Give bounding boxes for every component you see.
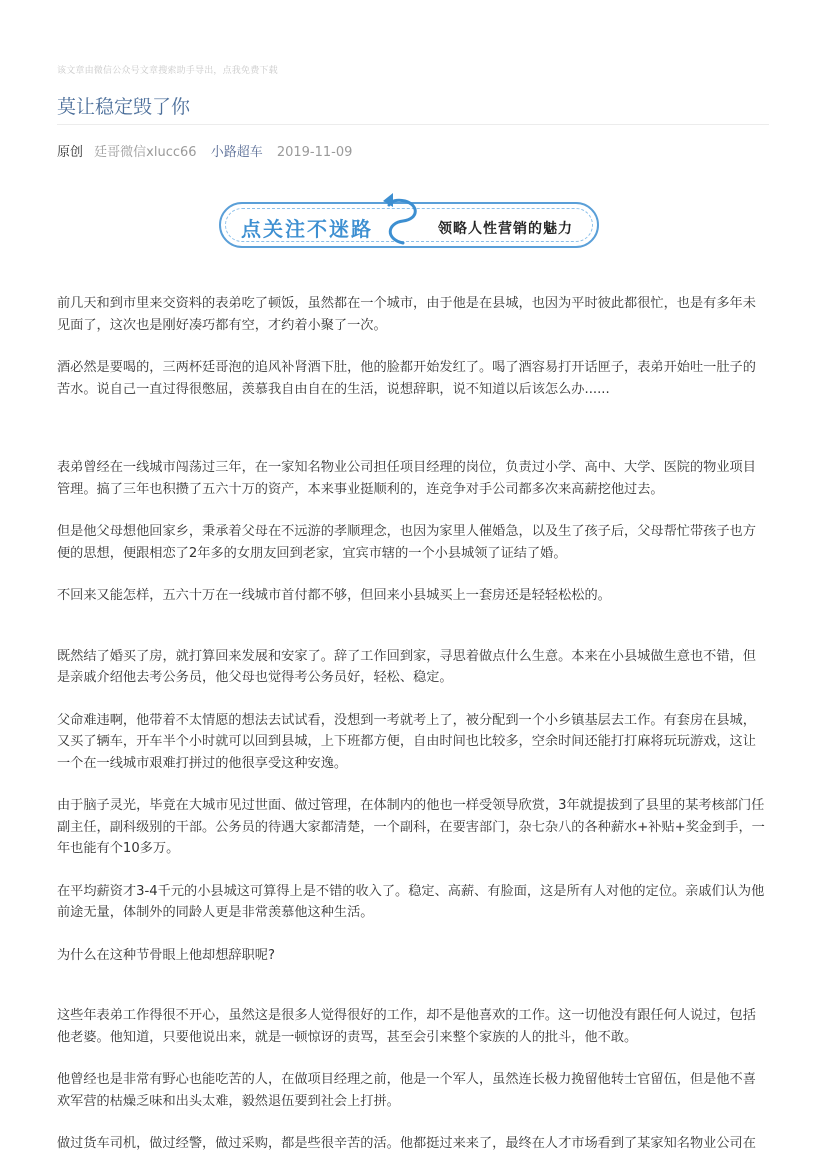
swirl-arrow-icon — [379, 187, 429, 251]
account-link[interactable]: 小路超车 — [210, 145, 263, 160]
paragraph: 前几天和到市里来交资料的表弟吃了顿饭，虽然都在一个城市，由于他是在县城，也因为平时彼此都很忙，也是有多年未见面了，这次也是刚好凑巧都有空，才约着小聚了一次。 — [57, 296, 756, 333]
article-meta — [57, 141, 352, 160]
follow-banner — [219, 187, 601, 251]
paragraph: 酒必然是要喝的，三两杯廷哥泡的追风补肾酒下肚，他的脸都开始发红了。喝了酒容易打开话匣子，表弟开始吐一肚子的苦水。说自己一直过得很憋屈，羡慕我自由自在的生活，说想辞职，说不知道以后该怎么办...... — [57, 360, 756, 397]
banner-left-text: 点关注不迷路 — [241, 217, 373, 241]
original-label: 原创 — [57, 145, 84, 160]
author-name: 廷哥微信xlucc66 — [94, 145, 197, 160]
banner-right-text: 领略人性营销的魅力 — [438, 221, 573, 237]
paragraph: 父命难违啊，他带着不太情愿的想法去试试看，没想到一考就考上了，被分配到一个小乡镇基层去工作。有套房在县城，又买了辆车，开车半个小时就可以回到县城，上下班都方便，自由时间也比较多，空余时间还能打打麻将玩玩游戏，这让一个在一线城市艰难打拼过的他很享受这种安逸。 — [57, 712, 756, 771]
paragraph: 既然结了婚买了房，就打算回来发展和安家了。辞了工作回到家，寻思着做点什么生意。本来在小县城做生意也不错，但是亲戚介绍他去考公务员，他父母也觉得考公务员好，轻松、稳定。 — [57, 648, 756, 685]
paragraph: 这些年表弟工作得很不开心，虽然这是很多人觉得很好的工作，却不是他喜欢的工作。这一切他没有跟任何人说过，包括他老婆。他知道，只要他说出来，就是一顿惊讶的责骂，甚至会引来整个家族的人的批斗，他不敢。 — [57, 1008, 756, 1045]
paragraph: 在平均薪资才3-4千元的小县城这可算得上是不错的收入了。稳定、高薪、有脸面，这是所有人对他的定位。亲戚们认为他前途无量，体制外的同龄人更是非常羡慕他这种生活。 — [57, 883, 765, 920]
article-body — [57, 293, 769, 1155]
paragraph: 不回来又能怎样，五六十万在一线城市首付都不够，但回来小县城买上一套房还是轻轻松松的。 — [57, 588, 611, 603]
export-notice-link[interactable]: 该文章由微信公众号文章搜索助手导出，点我免费下载 — [57, 66, 278, 76]
paragraph: 由于脑子灵光，毕竟在大城市见过世面、做过管理，在体制内的他也一样受领导欣赏，3年就提拔到了县里的某考核部门任副主任，副科级别的干部。公务员的待遇大家都清楚，一个副科，在要害部门，杂七杂八的各种薪水+补贴+奖金到手，一年也能有个10多万。 — [57, 798, 765, 856]
paragraph: 表弟曾经在一线城市闯荡过三年，在一家知名物业公司担任项目经理的岗位，负责过小学、高中、大学、医院的物业项目管理。搞了三年也积攒了五六十万的资产，本来事业挺顺利的，连竞争对手公司都多次来高薪挖他过去。 — [57, 460, 756, 497]
paragraph: 做过货车司机，做过经警，做过采购，都是些很辛苦的活。他都挺过来来了，最终在人才市场看到了某家知名物业公司在 — [57, 1136, 756, 1151]
title-divider — [57, 124, 769, 125]
publish-date: 2019-11-09 — [276, 145, 353, 160]
paragraph: 为什么在这种节骨眼上他却想辞职呢? — [57, 947, 275, 963]
paragraph: 他曾经也是非常有野心也能吃苦的人，在做项目经理之前，他是一个军人，虽然连长极力挽留他转士官留伍，但是他不喜欢军营的枯燥乏味和出头太难，毅然退伍要到社会上打拼。 — [57, 1072, 756, 1109]
paragraph: 但是他父母想他回家乡，秉承着父母在不远游的孝顺理念，也因为家里人催婚急，以及生了孩子后，父母帮忙带孩子也方便的思想，便跟相恋了2年多的女朋友回到老家，宜宾市辖的一个小县城领了证结了婚。 — [57, 524, 756, 561]
article-title: 莫让稳定毁了你 — [57, 96, 191, 118]
